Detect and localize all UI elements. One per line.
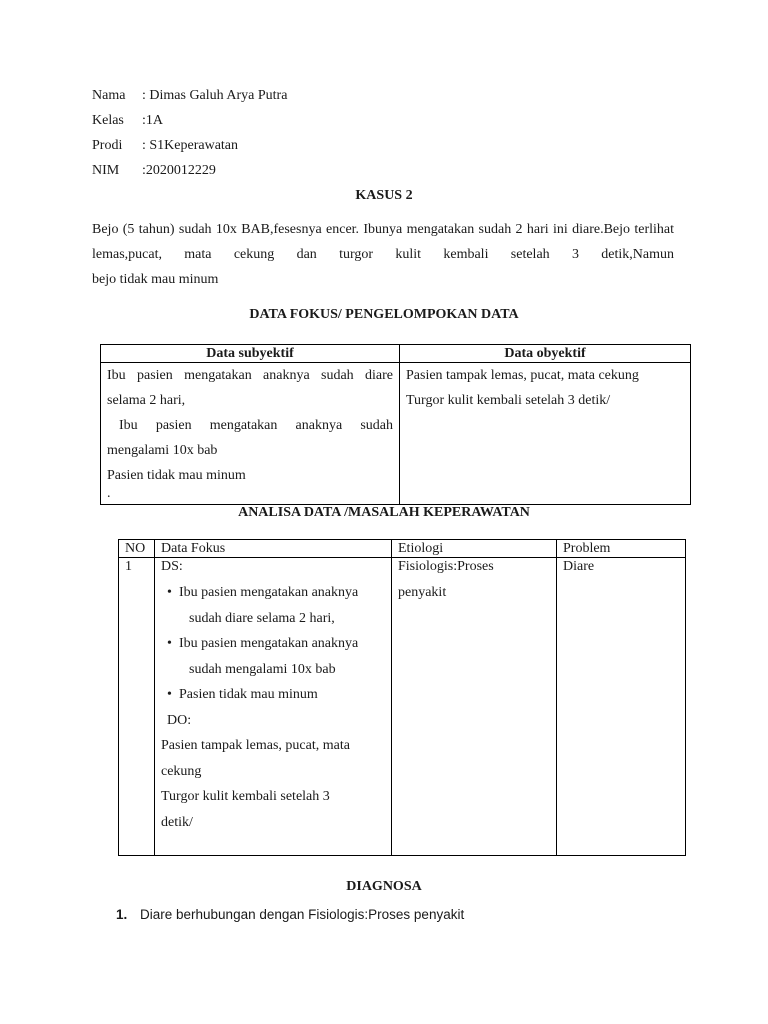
identity-row-prodi [92,136,238,156]
identity-row-nama [92,86,287,106]
ds-label: DS: [161,559,183,574]
header-data-obyektif: Data obyektif [400,345,691,363]
identity-value: : Dimas Galuh Arya Putra [142,88,288,103]
do-line: Turgor kulit kembali setelah 3 [161,789,330,804]
do-line: Pasien tampak lemas, pucat, mata [161,738,350,753]
etiologi-cell [392,558,557,856]
header-no: NO [119,540,155,558]
diagnosa-text: Diare berhubungan dengan Fisiologis:Proses penyakit [140,907,465,922]
objective-item: Pasien tampak lemas, pucat, mata cekung [406,368,639,383]
etiologi-line: Fisiologis:Proses [398,559,494,574]
bullet-icon: • [167,636,172,651]
header-etiologi: Etiologi [392,540,557,558]
analysis-table [118,539,686,856]
objective-item: Turgor kulit kembali setelah 3 detik/ [406,393,611,408]
ds-item-line: Ibu pasien mengatakan anaknya [179,585,359,600]
data-focus-title: DATA FOKUS/ PENGELOMPOKAN DATA [249,307,519,322]
ds-list-item [167,682,385,708]
case-title: KASUS 2 [355,188,413,203]
diagnosa-number: 1. [116,907,128,922]
identity-value: :2020012229 [142,163,216,178]
identity-row-kelas [92,111,163,131]
subjective-item: . [107,486,111,501]
do-line: cekung [161,763,202,779]
ds-list-item [167,631,385,682]
data-fokus-cell [155,558,392,856]
ds-item-line: Ibu pasien mengatakan anaknya [179,636,359,651]
identity-row-nim [92,161,216,181]
identity-label: NIM [92,163,120,178]
problem-value: Diare [563,559,595,574]
subjective-cell [101,363,400,505]
identity-value: :1A [142,113,163,128]
subjective-item: Ibu pasien mengatakan anaknya sudah diare selama 2 hari, [107,368,393,408]
do-label: DO: [167,712,192,728]
objective-cell [400,363,691,505]
subjective-item: Pasien tidak mau minum [107,468,246,483]
identity-label: Nama [92,88,126,103]
data-focus-table [100,344,691,505]
bullet-icon: • [167,687,172,702]
header-data-subyektif: Data subyektif [101,345,400,363]
diagnosa-title: DIAGNOSA [346,879,422,894]
ds-item-line: sudah mengalami 10x bab [189,661,336,677]
identity-value: : S1Keperawatan [142,138,239,153]
header-data-fokus: Data Fokus [155,540,392,558]
bullet-icon: • [167,585,172,600]
case-text: Bejo (5 tahun) sudah 10x BAB,fesesnya encer. Ibunya mengatakan sudah 2 hari ini diare.Bejo terlihat lemas,pucat, mata cekung dan turgor kulit kembali setelah 3 detik,Namun [92,222,674,262]
case-text-last-line: bejo tidak mau minum [92,272,219,287]
ds-item-line: sudah diare selama 2 hari, [189,610,335,626]
problem-cell [557,558,686,856]
analysis-title: ANALISA DATA /MASALAH KEPERAWATAN [238,505,530,520]
do-line: detik/ [161,814,193,830]
subjective-item: Ibu pasien mengatakan anaknya sudah mengalami 10x bab [107,418,393,458]
etiologi-line: penyakit [398,585,447,600]
ds-item-line: Pasien tidak mau minum [179,687,318,702]
identity-label: Prodi [92,138,123,153]
diagnosa-item [116,905,464,925]
identity-label: Kelas [92,113,124,128]
row-number [119,558,155,856]
ds-list-item [167,580,385,631]
header-problem: Problem [557,540,686,558]
row-number-value: 1 [125,559,132,574]
